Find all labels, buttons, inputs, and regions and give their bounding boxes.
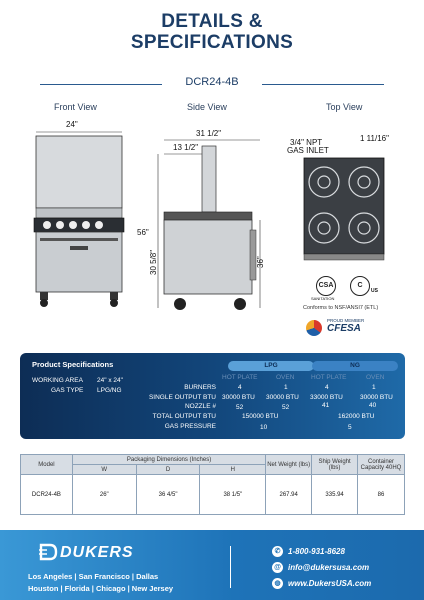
lpg-hot-plate-header: HOT PLATE xyxy=(222,374,258,381)
row-container: 86 xyxy=(358,475,405,515)
dukers-logo-icon xyxy=(38,542,58,562)
gas-pressure-label: GAS PRESSURE xyxy=(164,423,216,430)
gas-type-label: GAS TYPE xyxy=(51,387,84,394)
front-view-drawing xyxy=(30,128,130,308)
single-output-lpg-oven: 30000 BTU xyxy=(266,394,299,401)
footer-divider xyxy=(230,546,231,588)
side-view-drawing xyxy=(150,136,270,316)
phone-link[interactable]: 1-800-931-8628 xyxy=(288,547,345,556)
csa-sanitation-text: SANITATION xyxy=(311,296,335,301)
model-column-header: Model xyxy=(21,455,73,475)
email-icon: @ xyxy=(272,562,283,573)
spec-title: Product Specifications xyxy=(32,360,114,369)
single-output-ng-hp: 33000 BTU xyxy=(310,394,343,401)
top-offset-dim: 1 11/16" xyxy=(360,134,389,143)
csa-us-logo: C xyxy=(350,276,370,296)
side-depth-dim: 31 1/2" xyxy=(196,129,222,138)
working-area-value: 24" x 24" xyxy=(97,377,123,384)
packaging-table xyxy=(20,454,405,515)
side-view-label: Side View xyxy=(187,102,227,112)
cities-line1: Los Angeles | San Francisco | Dallas xyxy=(28,572,159,581)
proud-member-text: PROUD MEMBER xyxy=(327,318,365,323)
website-link[interactable]: www.DukersUSA.com xyxy=(288,579,372,588)
cfesa-logo-text: CFESA xyxy=(327,323,361,334)
net-weight-header: Net Weight (lbs) xyxy=(266,455,312,475)
ng-oven-header: OVEN xyxy=(366,374,385,381)
email-link[interactable]: info@dukersusa.com xyxy=(288,563,370,572)
burners-lpg-hp: 4 xyxy=(238,384,242,391)
csa-sanitation-logo: CSA xyxy=(316,276,336,296)
top-view-drawing xyxy=(300,154,390,264)
side-inner-dim: 13 1/2" xyxy=(173,143,199,152)
side-height-dim: 56" xyxy=(137,228,149,237)
total-output-label: TOTAL OUTPUT BTU xyxy=(152,413,216,420)
burners-ng-hp: 4 xyxy=(325,384,329,391)
nozzle-ng-hp: 41 xyxy=(322,402,330,409)
ship-weight-header: Ship Weight (lbs) xyxy=(312,455,358,475)
row-net-weight: 267.94 xyxy=(266,475,312,515)
model-name: DCR24-4B xyxy=(185,76,239,88)
page-title-line1: DETAILS & xyxy=(161,11,263,32)
table-row xyxy=(21,475,405,515)
container-capacity-header: Container Capacity 40HQ xyxy=(358,455,405,475)
cfesa-logo-icon xyxy=(306,320,322,336)
burners-lpg-oven: 1 xyxy=(284,384,288,391)
side-oven-height-dim: 36" xyxy=(256,256,265,268)
lpg-oven-header: OVEN xyxy=(276,374,295,381)
nozzle-ng-oven: 40 xyxy=(369,402,377,409)
lpg-header: LPG xyxy=(228,361,314,371)
page-title-line2: SPECIFICATIONS xyxy=(130,32,294,53)
row-model: DCR24-4B xyxy=(21,475,73,515)
top-npt-dim: 3/4" NPT xyxy=(290,138,323,147)
front-view-label: Front View xyxy=(54,102,97,112)
burners-ng-oven: 1 xyxy=(372,384,376,391)
cities-line2: Houston | Florida | Chicago | New Jersey xyxy=(28,584,174,593)
gas-type-value: LPG/NG xyxy=(97,387,122,394)
single-output-lpg-hp: 30000 BTU xyxy=(222,394,255,401)
brand-name: DUKERS xyxy=(60,544,134,561)
row-ship-weight: 335.94 xyxy=(312,475,358,515)
globe-icon: ◍ xyxy=(272,578,283,589)
row-height: 38 1/5" xyxy=(200,475,266,515)
csa-us-text: US xyxy=(371,288,378,294)
total-output-lpg: 150000 BTU xyxy=(242,413,279,420)
gas-pressure-ng: 5 xyxy=(348,424,352,431)
total-output-ng: 162000 BTU xyxy=(338,413,375,420)
side-lower-dim: 30 5/8" xyxy=(149,249,158,275)
conforms-text: Conforms to NSF/ANSI7 (ETL) xyxy=(303,305,379,311)
nozzle-lpg-oven: 52 xyxy=(282,404,290,411)
dimensions-column-header: Packaging Dimensions (Inches) xyxy=(72,455,265,465)
phone-icon: ✆ xyxy=(272,546,283,557)
model-heading xyxy=(40,72,384,96)
ng-header: NG xyxy=(312,361,398,371)
top-gas-inlet-label: GAS INLET xyxy=(287,146,329,155)
front-width-dim: 24" xyxy=(66,120,78,129)
product-specifications-panel xyxy=(20,353,405,439)
top-view-label: Top View xyxy=(326,102,363,112)
ng-hot-plate-header: HOT PLATE xyxy=(311,374,347,381)
gas-pressure-lpg: 10 xyxy=(260,424,268,431)
depth-header: D xyxy=(136,465,200,475)
burners-label: BURNERS xyxy=(184,384,216,391)
nozzle-lpg-hp: 52 xyxy=(236,404,244,411)
row-depth: 36 4/5" xyxy=(136,475,200,515)
single-output-ng-oven: 30000 BTU xyxy=(360,394,393,401)
width-header: W xyxy=(72,465,136,475)
single-output-label: SINGLE OUTPUT BTU xyxy=(148,394,216,401)
working-area-label: WORKING AREA xyxy=(32,377,83,384)
row-width: 26" xyxy=(72,475,136,515)
nozzle-label: NOZZLE # xyxy=(184,403,216,410)
height-header: H xyxy=(200,465,266,475)
